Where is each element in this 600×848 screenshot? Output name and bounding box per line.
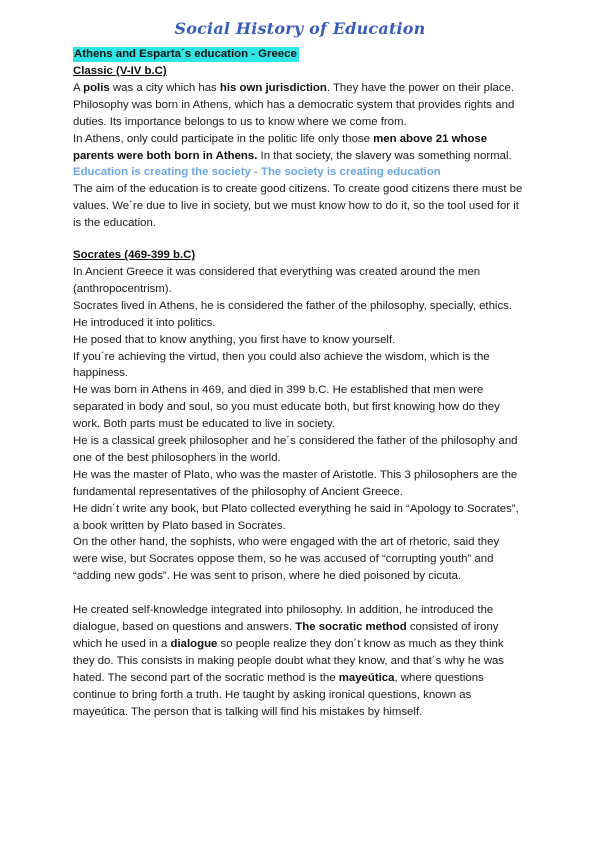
document-title: Social History of Education: [174, 19, 426, 38]
text-run: A: [73, 81, 84, 94]
socrates-paragraph-4: If you´re achieving the virtud, then you could also achieve the wisdom, which is the happiness.: [73, 350, 490, 380]
greece-section-heading: Athens and Esparta´s education - Greece: [74, 48, 297, 60]
polis-paragraph: [73, 80, 525, 97]
socrates-paragraph-6: He is a classical greek philosopher and he´s considered the father of the philosophy and one of the best philosophers in the world.: [73, 435, 518, 464]
text-run: . They have the power on their place.: [326, 81, 515, 94]
classic-subheading: Classic (V-IV b.C): [73, 65, 167, 77]
socrates-paragraph-5: He was born in Athens in 469, and died in 399 b.C. He established that men were separated in body and soul, so you must educate both, but first knowing how do they work. Both parts must be educated to live in society.: [73, 384, 500, 431]
bold-term: his own jurisdiction: [219, 81, 327, 94]
text-run: consisted of irony which he used in a: [73, 621, 499, 650]
text-run: He created self-knowledge integrated into philosophy. In addition, he introduced the dialogue, based on questions and answers.: [73, 604, 494, 634]
socrates-subheading: Socrates (469-399 b.C): [73, 249, 196, 262]
document-body: [73, 46, 525, 721]
athens-paragraph: [73, 131, 525, 165]
socrates-paragraph-3: He posed that to know anything, you first have to know yourself.: [73, 333, 396, 346]
bold-term: men above 21 whose parents were both born in Athens.: [73, 132, 488, 162]
text-run: , where questions continue to bring forth a truth. He taught by asking ironical questions, known as mayeútica. The person that is talking will find his mistakes by himself.: [73, 671, 484, 718]
bold-term: polis: [83, 81, 110, 94]
education-society-line: Education is creating the society - The society is creating education: [73, 166, 441, 179]
spacer: [73, 585, 525, 602]
text-run: so people realize they don´t know as much as they think they do. This consists in making people doubt what they know, and that´s why he was hated. The second part of the socratic method is the: [73, 638, 504, 684]
text-run: was a city which has: [109, 81, 220, 94]
text-run: In Athens, only could participate in the politic life only those: [73, 132, 374, 145]
philosophy-paragraph: Philosophy was born in Athens, which has a democratic system that provides rights and duties. Its importance belongs to us to know where we come from.: [73, 98, 515, 128]
education-aim-paragraph: The aim of the education is to create good citizens. To create good citizens there must be values. We´re due to live in society, but we must know how to do it, so the tool used for it is the education.: [73, 183, 523, 230]
text-run: In that society, the slavery was something normal.: [257, 149, 512, 162]
spacer: [73, 232, 525, 247]
bold-term: The socratic method: [295, 621, 407, 634]
socrates-paragraph-8: He didn´t write any book, but Plato collected everything he said in “Apology to Socrates”, a book written by Plato based in Socrates.: [73, 502, 519, 532]
socratic-method-paragraph: [73, 602, 525, 720]
socrates-paragraph-9: On the other hand, the sophists, who were engaged with the art of rhetoric, said they were wise, but Socrates oppose them, so he was accused of “corrupting youth” and “adding new gods”. He was sent to prison, where he died poisoned by cicuta.: [73, 536, 500, 583]
socrates-paragraph-2: Socrates lived in Athens, he is considered the father of the philosophy, specially, ethics. He introduced it into politics.: [73, 299, 512, 329]
socrates-paragraph-1: In Ancient Greece it was considered that everything was created around the men (anthropocentrism).: [73, 265, 481, 295]
bold-term: mayeútica: [338, 671, 395, 684]
socrates-paragraph-7: He was the master of Plato, who was the master of Aristotle. This 3 philosophers are the fundamental representatives of the philosophy of Ancient Greece.: [73, 468, 518, 498]
bold-term: dialogue: [170, 638, 218, 650]
